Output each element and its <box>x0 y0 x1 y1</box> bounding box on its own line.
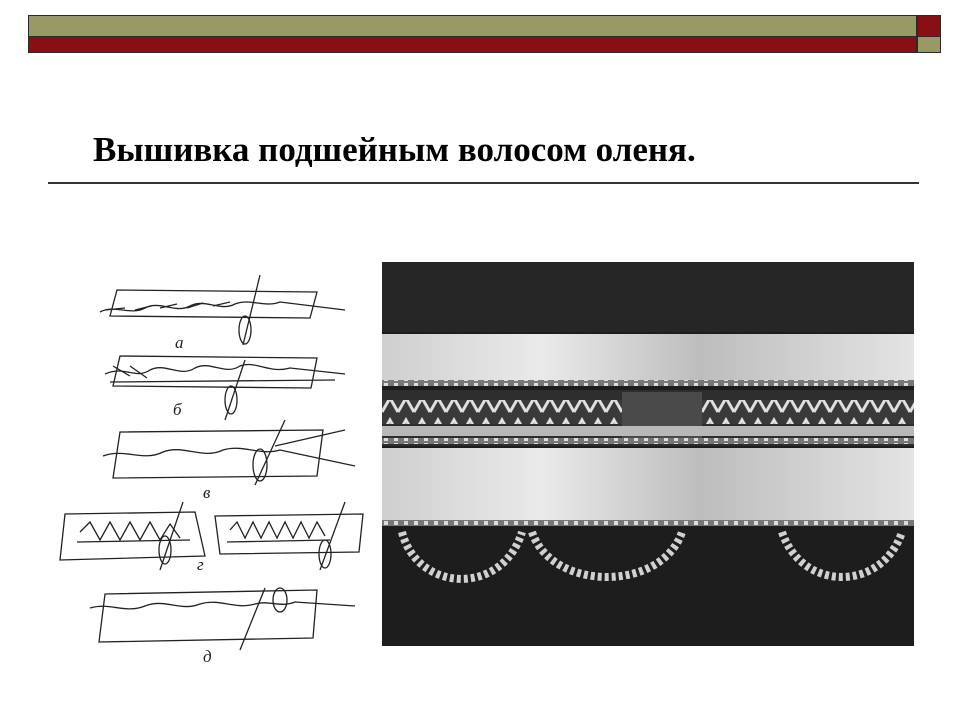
stitch-drawings <box>55 270 375 670</box>
label-d: д <box>203 647 212 666</box>
header-square-olive <box>917 37 941 53</box>
slide-title: Вышивка подшейным волосом оленя. <box>93 130 696 169</box>
upper-band <box>382 334 914 384</box>
stitch-diagram-b <box>105 356 345 420</box>
stitch-diagram-v <box>103 420 355 485</box>
header-square-red <box>917 15 941 37</box>
header-bar-olive <box>28 15 917 37</box>
title-underline <box>48 182 919 184</box>
stitch-diagram-g <box>60 502 363 570</box>
header-bar-red <box>28 37 917 53</box>
label-b: б <box>173 400 182 419</box>
embroidery-photo <box>382 262 914 646</box>
stitch-diagram-a <box>100 275 345 345</box>
label-v: в <box>203 483 211 502</box>
label-a: а <box>175 333 184 352</box>
lower-band <box>382 448 914 526</box>
label-g: г <box>197 555 204 574</box>
stitch-diagram-d <box>90 588 355 650</box>
